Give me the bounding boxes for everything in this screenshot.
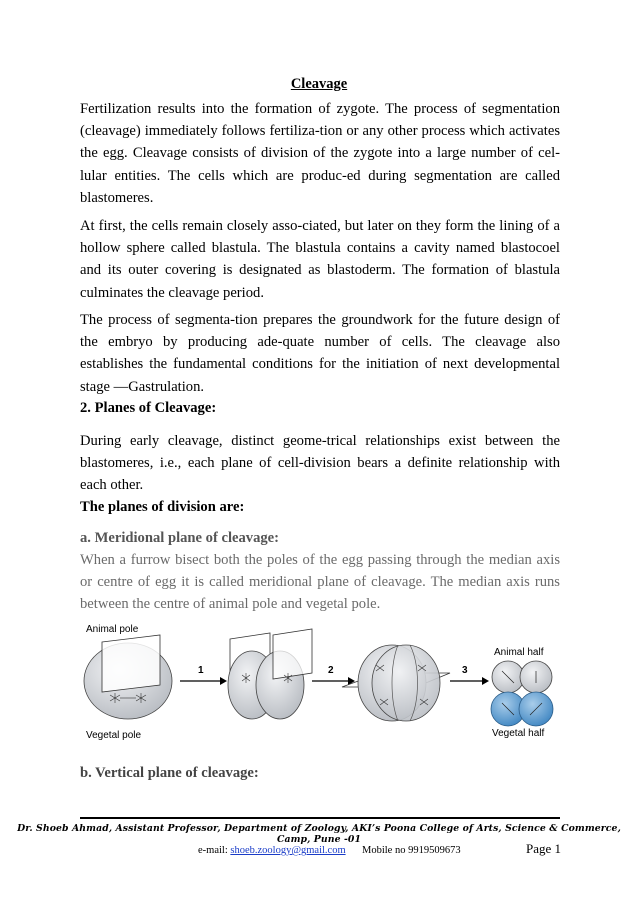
- label-animal-half: Animal half: [494, 647, 544, 658]
- cleavage-diagram: [80, 615, 560, 745]
- section-heading-planes: 2. Planes of Cleavage:: [80, 400, 217, 416]
- meridional-heading: a. Meridional plane of cleavage:: [80, 530, 280, 546]
- footer-author: Dr. Shoeb Ahmad, Assistant Professor, Department of Zoology, AKI’s Poona College of Arts, Science & Commerce, Camp, Pune -01: [17, 823, 621, 845]
- label-animal-pole: Animal pole: [86, 624, 139, 635]
- two-cell-stage: [228, 629, 312, 719]
- zygote-with-plane: [84, 635, 172, 719]
- arrow-step-1: [180, 665, 227, 685]
- paragraph-segmentation: The process of segmenta-tion prepares the groundwork for the future design of the embryo by producing ade-quate number of cells. The cleavage also establishes the fundamental conditions for the initiation of next developmental stage —Gastrulation.: [80, 312, 560, 395]
- page-title: Cleavage: [290, 76, 348, 92]
- label-vegetal-pole: Vegetal pole: [86, 730, 142, 741]
- footer-email: [198, 845, 346, 856]
- paragraph-fertilization: Fertilization results into the formation of zygote. The process of segmentation (cleavage) immediately follows fertiliza-tion or any other process which activates the egg. Cleavage consists of division of the zygote into a large number of cel-lular entities. The cells which are produc-ed during segmentation are called blastomeres.: [80, 101, 560, 206]
- step-1-label: 1: [198, 665, 204, 676]
- step-3-label: 3: [462, 665, 468, 676]
- email-link[interactable]: shoeb.zoology@gmail.com: [230, 845, 346, 856]
- vertical-heading: b. Vertical plane of cleavage:: [80, 765, 259, 781]
- paragraph-planes: During early cleavage, distinct geome-trical relationships exist between the blastomeres, i.e., each plane of cell-division bears a definite relationship with each other.: [80, 433, 560, 494]
- page-number: Page 1: [526, 841, 562, 856]
- arrow-step-3: [450, 665, 489, 685]
- email-prefix: e-mail:: [198, 845, 231, 856]
- footer-mobile: Mobile no 9919509673: [362, 845, 461, 856]
- four-cell-stage: [342, 645, 450, 721]
- paragraph-blastula: At first, the cells remain closely asso-ciated, but later on they form the lining of a hollow sphere called blastula. The blastula contains a cavity named blastocoel and its outer covering is designated as blastoderm. The formation of blastula culminates the cleavage period.: [80, 218, 560, 301]
- eight-cell-stage: [491, 661, 553, 726]
- footer-divider: [80, 817, 560, 819]
- meridional-paragraph: When a furrow bisect both the poles of the egg passing through the median axis or centre of egg it is called meridional plane of cleavage. The median axis runs between the centre of animal pole and vegetal pole.: [80, 552, 560, 613]
- label-vegetal-half: Vegetal half: [492, 728, 545, 739]
- planes-of-division-heading: The planes of division are:: [80, 499, 245, 515]
- step-2-label: 2: [328, 665, 334, 676]
- arrow-step-2: [312, 665, 355, 685]
